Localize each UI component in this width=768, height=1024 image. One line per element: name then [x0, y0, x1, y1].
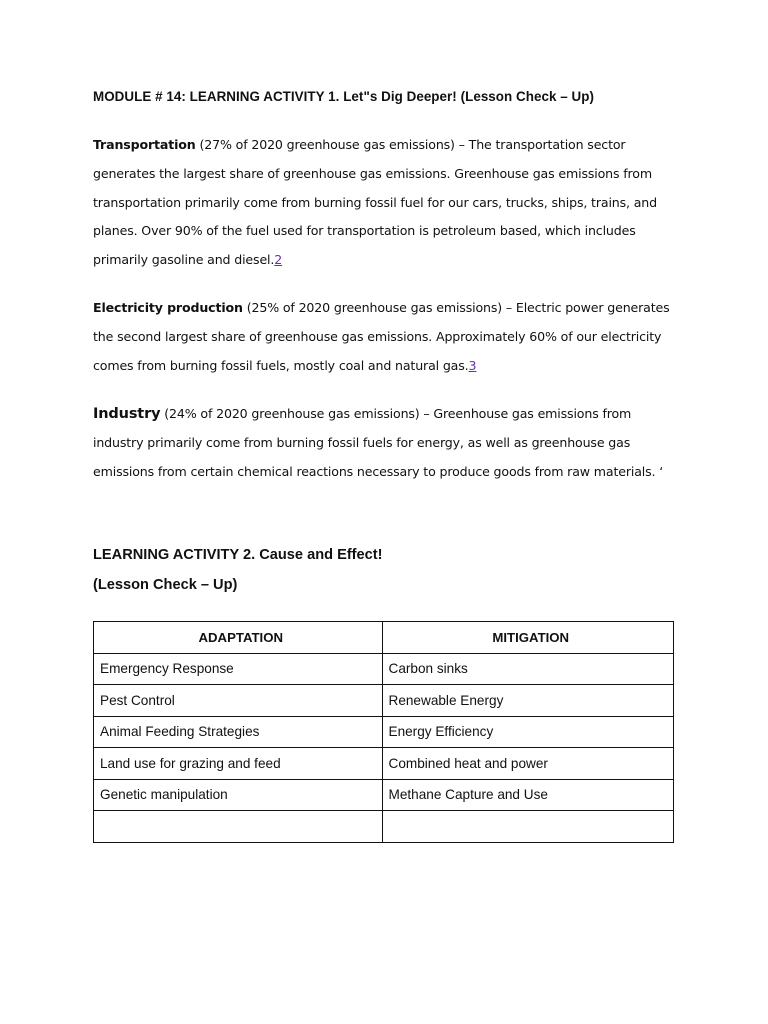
table-row [94, 811, 674, 843]
header-adaptation: ADAPTATION [94, 622, 383, 654]
adaptation-mitigation-table [93, 621, 674, 843]
transportation-body: (27% of 2020 greenhouse gas emissions) – The transportation sector generates the largest share of greenhouse gas emissions. Greenhouse gas emissions from transportation primarily come from burning fossil fuel for our cars, trucks, ships, trains, and planes. Over 90% of the fuel used for transportation is petroleum based, which includes primarily gasoline and diesel. [93, 137, 657, 268]
industry-paragraph [93, 400, 683, 486]
module-title: MODULE # 14: LEARNING ACTIVITY 1. Let"s Dig Deeper! (Lesson Check – Up) [93, 89, 594, 104]
table-row [94, 748, 674, 780]
transportation-heading: Transportation [93, 137, 196, 152]
industry-heading: Industry [93, 406, 161, 422]
table-row [94, 779, 674, 811]
electricity-body: (25% of 2020 greenhouse gas emissions) – Electric power generates the second largest share of greenhouse gas emissions. Approximately 60% of our electricity comes from burning fossil fuels, mostly coal and natural gas. [93, 300, 670, 373]
table-row [94, 685, 674, 717]
mitigation-cell: Carbon sinks [382, 653, 674, 685]
footnote-link-2[interactable]: 2 [274, 252, 283, 268]
transportation-paragraph [93, 131, 683, 275]
mitigation-cell: Energy Efficiency [382, 716, 674, 748]
mitigation-cell: Methane Capture and Use [382, 779, 674, 811]
adaptation-cell: Animal Feeding Strategies [94, 716, 383, 748]
mitigation-cell [382, 811, 674, 843]
header-mitigation: MITIGATION [382, 622, 674, 654]
electricity-heading: Electricity production [93, 300, 243, 315]
table-header-row [94, 622, 674, 654]
mitigation-cell: Renewable Energy [382, 685, 674, 717]
table-row [94, 653, 674, 685]
table-row [94, 716, 674, 748]
electricity-paragraph [93, 294, 683, 380]
mitigation-cell: Combined heat and power [382, 748, 674, 780]
adaptation-cell: Genetic manipulation [94, 779, 383, 811]
adaptation-cell [94, 811, 383, 843]
adaptation-cell: Land use for grazing and feed [94, 748, 383, 780]
activity2-subtitle: (Lesson Check – Up) [93, 577, 238, 593]
adaptation-cell: Emergency Response [94, 653, 383, 685]
industry-body: (24% of 2020 greenhouse gas emissions) – Greenhouse gas emissions from industry primarily come from burning fossil fuels for energy, as well as greenhouse gas emissions from certain chemical reactions necessary to produce goods from raw materials. ‘ [93, 406, 664, 479]
activity2-title: LEARNING ACTIVITY 2. Cause and Effect! [93, 547, 383, 563]
adaptation-cell: Pest Control [94, 685, 383, 717]
footnote-link-3[interactable]: 3 [468, 357, 477, 373]
